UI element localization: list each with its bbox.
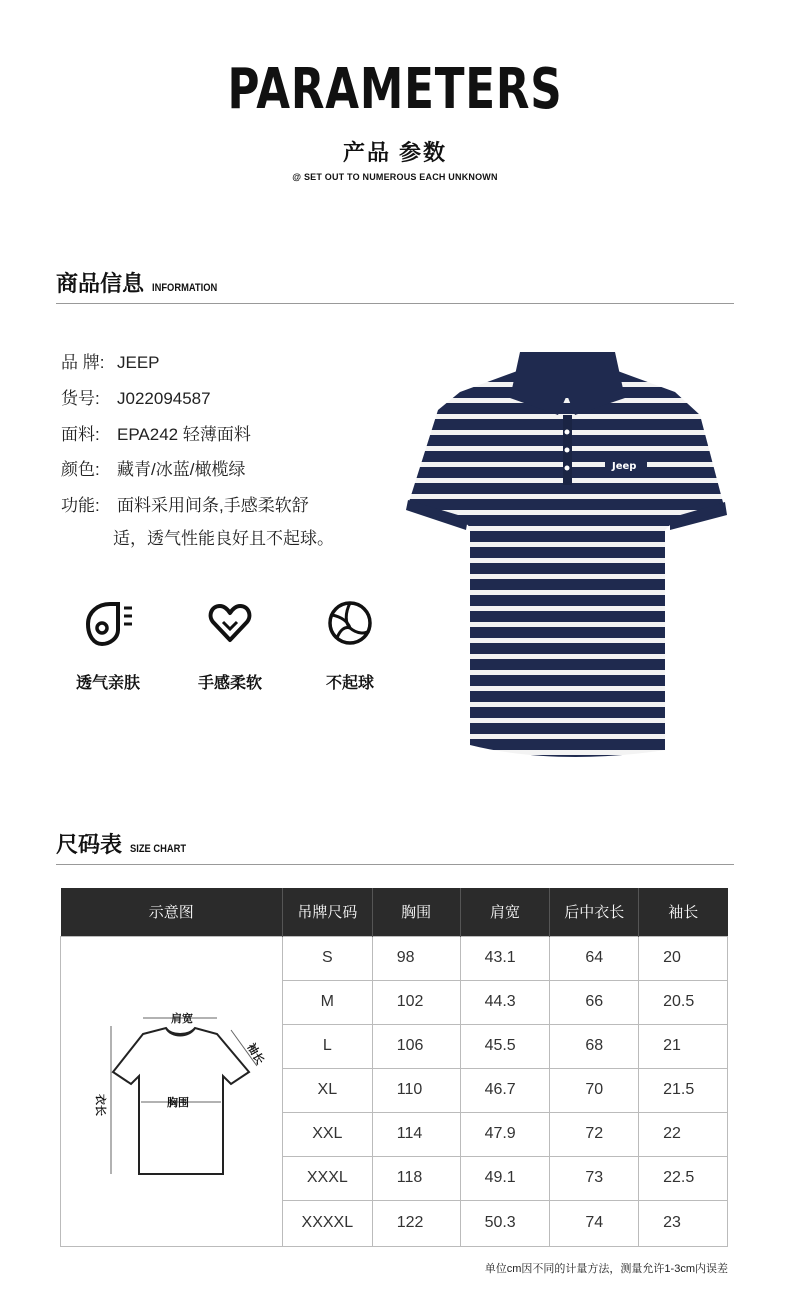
size-section-divider — [56, 864, 734, 865]
info-color-value: 藏青/冰蓝/橄榄绿 — [117, 460, 246, 479]
cell-shoulder: 49.1 — [460, 1156, 550, 1200]
info-function-value-1: 面料采用间条,手感柔软舒 — [117, 496, 309, 515]
cell-sleeve: 21.5 — [639, 1068, 728, 1112]
cell-length: 64 — [550, 936, 639, 980]
size-table-header-row — [61, 888, 728, 936]
cell-sleeve: 20 — [639, 936, 728, 980]
cell-shoulder: 43.1 — [460, 936, 550, 980]
header-diagram: 示意图 — [61, 888, 283, 936]
cell-size: XXL — [282, 1112, 372, 1156]
size-diagram-cell — [61, 936, 283, 1246]
cell-size: XXXL — [282, 1156, 372, 1200]
feature-soft-label: 手感柔软 — [197, 675, 262, 692]
cell-length: 66 — [550, 980, 639, 1024]
info-color-key: 颜色: — [61, 460, 100, 479]
info-function-value-2: 适，透气性能良好且不起球。 — [113, 529, 334, 548]
info-sku — [61, 388, 211, 410]
info-sku-key: 货号: — [61, 389, 100, 408]
cell-chest: 122 — [372, 1200, 460, 1246]
diagram-sleeve-label: 袖长 — [244, 1040, 268, 1067]
cell-shoulder: 44.3 — [460, 980, 550, 1024]
cell-sleeve: 21 — [639, 1024, 728, 1068]
cell-length: 74 — [550, 1200, 639, 1246]
info-color — [61, 459, 245, 481]
cell-length: 70 — [550, 1068, 639, 1112]
info-fabric — [61, 424, 251, 446]
info-function — [61, 495, 309, 517]
cell-sleeve: 20.5 — [639, 980, 728, 1024]
header-tag-size: 吊牌尺码 — [282, 888, 372, 936]
cell-chest: 118 — [372, 1156, 460, 1200]
cell-sleeve: 23 — [639, 1200, 728, 1246]
cell-length: 73 — [550, 1156, 639, 1200]
cell-shoulder: 46.7 — [460, 1068, 550, 1112]
polo-shirt-image — [400, 340, 735, 765]
cell-chest: 106 — [372, 1024, 460, 1068]
header-shoulder: 肩宽 — [460, 888, 550, 936]
ball-icon — [325, 598, 375, 648]
cell-chest: 114 — [372, 1112, 460, 1156]
info-brand-key: 品 牌: — [61, 353, 105, 372]
cell-size: XL — [282, 1068, 372, 1112]
cell-length: 68 — [550, 1024, 639, 1068]
heart-icon — [205, 598, 255, 648]
info-brand-value: JEEP — [117, 353, 160, 372]
cell-shoulder: 50.3 — [460, 1200, 550, 1246]
info-fabric-key: 面料: — [61, 425, 100, 444]
cell-chest: 102 — [372, 980, 460, 1024]
cell-chest: 98 — [372, 936, 460, 980]
size-diagram — [71, 994, 271, 1184]
info-brand — [61, 352, 160, 374]
cell-shoulder: 45.5 — [460, 1024, 550, 1068]
cell-shoulder: 47.9 — [460, 1112, 550, 1156]
feature-soft — [180, 598, 280, 693]
diagram-length-label: 衣长 — [94, 1093, 108, 1116]
cell-size: XXXXL — [282, 1200, 372, 1246]
feature-anti-pilling — [300, 598, 400, 693]
info-section-title-en: INFORMATION — [152, 282, 218, 294]
table-row — [61, 936, 728, 980]
info-section-title-cn: 商品信息 — [56, 271, 145, 296]
cell-sleeve: 22.5 — [639, 1156, 728, 1200]
info-function-key: 功能: — [61, 496, 100, 515]
cell-size: S — [282, 936, 372, 980]
measurement-note: 单位cm因不同的计量方法，测量允许1-3cm内误差 — [484, 1263, 728, 1275]
info-fabric-value: EPA242 轻薄面料 — [117, 425, 251, 444]
page-tagline: @ SET OUT TO NUMEROUS EACH UNKNOWN — [292, 172, 498, 182]
cell-size: M — [282, 980, 372, 1024]
header-sleeve: 袖长 — [639, 888, 728, 936]
info-sku-value: J022094587 — [117, 389, 211, 408]
page-subtitle: 产品 参数 — [342, 140, 448, 165]
breathable-icon — [78, 598, 138, 648]
info-section-heading — [56, 267, 229, 297]
header-length: 后中衣长 — [550, 888, 639, 936]
cell-sleeve: 22 — [639, 1112, 728, 1156]
page-title: PARAMETERS — [227, 57, 563, 122]
size-section-title-en: SIZE CHART — [130, 843, 187, 855]
header-chest: 胸围 — [372, 888, 460, 936]
cell-length: 72 — [550, 1112, 639, 1156]
feature-breathable — [58, 598, 158, 693]
size-section-heading — [56, 828, 196, 858]
feature-breathable-label: 透气亲肤 — [75, 675, 140, 692]
size-table — [60, 888, 728, 1247]
diagram-chest-label: 胸围 — [167, 1095, 190, 1109]
cell-chest: 110 — [372, 1068, 460, 1112]
size-section-title-cn: 尺码表 — [56, 832, 123, 857]
diagram-shoulder-label: 肩宽 — [171, 1011, 194, 1025]
feature-anti-pilling-label: 不起球 — [325, 675, 374, 692]
cell-size: L — [282, 1024, 372, 1068]
info-section-divider — [56, 303, 734, 304]
shirt-logo: Jeep — [612, 461, 637, 472]
